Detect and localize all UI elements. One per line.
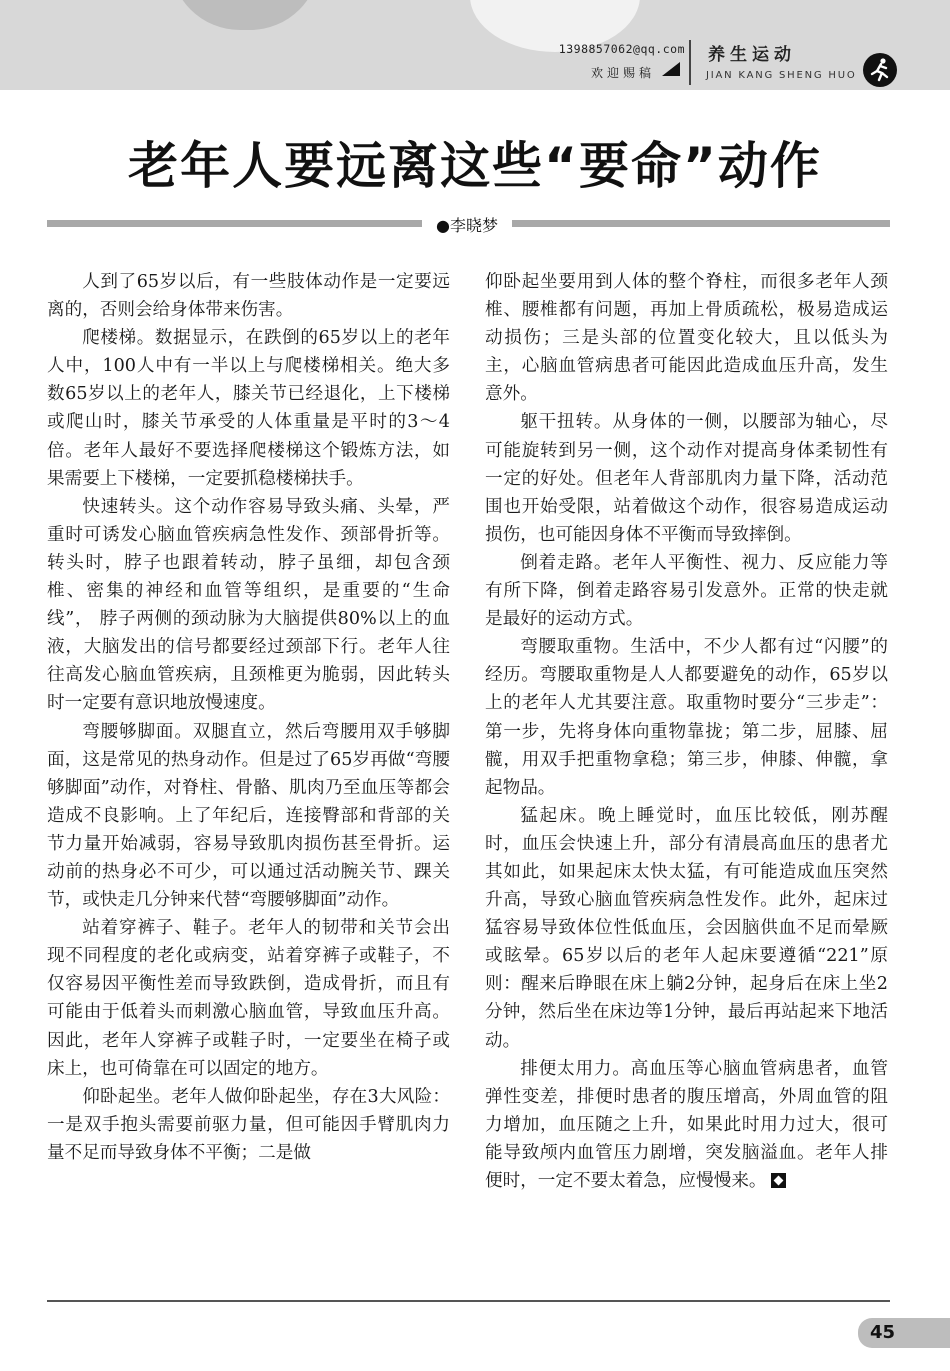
paragraph: 仰卧起坐。老年人做仰卧起坐，存在3大风险：一是双手抱头需要前驱力量，但可能因手臂肌肉力量不足而导致身体不平衡；二是做 xyxy=(47,1086,450,1163)
divider xyxy=(689,40,691,85)
paragraph: 爬楼梯。数据显示，在跌倒的65岁以上的老年人中，100人中有一半以上与爬楼梯相关。绝大多数65岁以上的老年人，膝关节已经退化，上下楼梯或爬山时，膝关节承受的人体重量是平时的3～4倍。老年人最好不要选择爬楼梯这个锻炼方法，如果需要上下楼梯，一定要抓稳楼梯扶手。 xyxy=(47,328,450,489)
section-subtitle: JIAN KANG SHENG HUO xyxy=(706,70,857,81)
column-right xyxy=(485,268,888,1195)
paragraph-continued: 仰卧起坐要用到人体的整个脊柱，而很多老年人颈椎、腰椎都有问题，再加上骨质疏松，极易造成运动损伤；三是头部的位置变化较大，且以低头为主，心脑血管病患者可能因此造成血压升高，发生意外。 xyxy=(485,272,888,405)
column-left xyxy=(47,268,450,1167)
paragraph: 站着穿裤子、鞋子。老年人的韧带和关节会出现不同程度的老化或病变，站着穿裤子或鞋子，不仅容易因平衡性差而导致跌倒，造成骨折，而且有可能由于低着头而刺激心脑血管，导致血压升高。因此，老年人穿裤子或鞋子时，一定要坐在椅子或床上，也可倚靠在可以固定的地方。 xyxy=(47,918,450,1079)
section-title: 养生运动 xyxy=(708,45,796,65)
end-mark-icon xyxy=(771,1173,786,1188)
byline-rule-right xyxy=(512,220,890,227)
paragraph-text: 排便太用力。高血压等心脑血管病患者，血管弹性变差，排便时患者的腹压增高，外周血管的阻力增加，血压随之上升，如果此时用力过大，很可能导致颅内血管压力剧增，突发脑溢血。老年人排便时，一定不要太着急，应慢慢来。 xyxy=(485,1058,888,1191)
paragraph: 弯腰够脚面。双腿直立，然后弯腰用双手够脚面，这是常见的热身动作。但是过了65岁再做“弯腰够脚面”动作，对脊柱、骨骼、肌肉乃至血压等都会造成不良影响。上了年纪后，连接臀部和背部的关节力量开始减弱，容易导致肌肉损伤甚至骨折。运动前的热身必不可少，可以通过活动腕关节、踝关节，或快走几分钟来代替“弯腰够脚面”动作。 xyxy=(47,721,450,911)
paragraph: 躯干扭转。从身体的一侧，以腰部为轴心，尽可能旋转到另一侧，这个动作对提高身体柔韧性有一定的好处。但老年人背部肌肉力量下降，活动范围也开始受限，站着做这个动作，很容易造成运动损伤，也可能因身体不平衡而导致摔倒。 xyxy=(485,412,888,545)
paragraph-last xyxy=(485,1055,888,1195)
runner-icon xyxy=(862,52,898,88)
paragraph: 猛起床。晚上睡觉时，血压比较低，刚苏醒时，血压会快速上升，部分有清晨高血压的患者尤其如此，如果起床太快太猛，有可能造成血压突然升高，导致心脑血管疾病急性发作。此外，起床过猛容易导致体位性低血压，会因脑供血不足而晕厥或眩晕。65岁以后的老年人起床要遵循“221”原则：醒来后睁眼在床上躺2分钟，起身后在床上坐2分钟，然后坐在床边等1分钟，最后再站起来下地活动。 xyxy=(485,805,888,1051)
article-title: 老年人要远离这些“要命”动作 xyxy=(128,137,822,195)
paragraph: 快速转头。这个动作容易导致头痛、头晕，严重时可诱发心脑血管疾病急性发作、颈部骨折等。转头时，脖子也跟着转动，脖子虽细，却包含颈椎、密集的神经和血管等组织，是重要的“生命线”， 脖子两侧的颈动脉为大脑提供80%以上的血液，大脑发出的信号都要经过颈部下行。老年人往往高发心脑血管疾病，且颈椎更为脆弱，因此转头时一定要有意识地放慢速度。 xyxy=(47,496,450,714)
triangle-icon xyxy=(662,62,680,76)
author: ●李晓梦 xyxy=(436,216,498,235)
byline-rule-left xyxy=(47,220,422,227)
submission-note: 欢迎赐稿 xyxy=(590,66,655,80)
paragraph: 倒着走路。老年人平衡性、视力、反应能力等有所下降，倒着走路容易引发意外。正常的快走就是最好的运动方式。 xyxy=(485,552,888,630)
contact-email: 1398857062@qq.com xyxy=(558,42,685,56)
paragraph: 人到了65岁以后，有一些肢体动作是一定要远离的，否则会给身体带来伤害。 xyxy=(47,272,450,321)
page-number: 45 xyxy=(870,1322,896,1343)
footer-rule xyxy=(47,1300,890,1302)
paragraph: 弯腰取重物。生活中，不少人都有过“闪腰”的经历。弯腰取重物是人人都要避免的动作，65岁以上的老年人尤其要注意。取重物时要分“三步走”：第一步，先将身体向重物靠拢；第二步，屈膝、屈髋，用双手把重物拿稳；第三步，伸膝、伸髋，拿起物品。 xyxy=(485,637,888,798)
